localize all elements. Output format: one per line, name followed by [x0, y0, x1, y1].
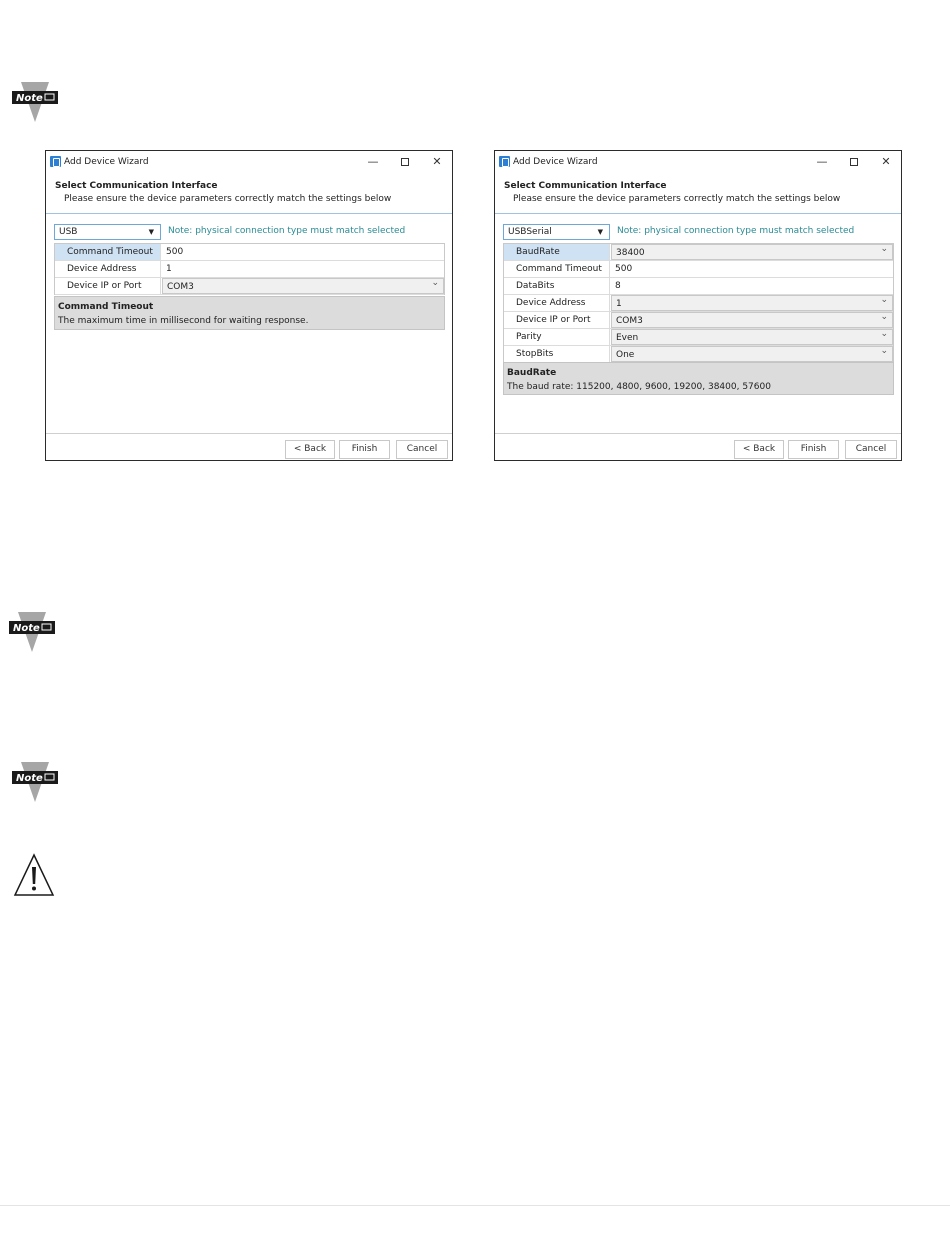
interface-select-value: USBSerial	[508, 227, 552, 237]
maximize-icon	[401, 158, 409, 166]
interface-select[interactable]	[54, 224, 161, 240]
property-grid	[54, 243, 445, 295]
interface-select[interactable]	[503, 224, 610, 240]
app-icon	[50, 156, 61, 167]
close-button[interactable]: ✕	[432, 155, 442, 168]
note-icon	[9, 610, 55, 654]
maximize-button[interactable]	[847, 155, 861, 169]
property-name: Device IP or Port	[55, 278, 161, 294]
property-row-stopbits[interactable]	[504, 346, 893, 363]
property-value[interactable]: 1	[166, 264, 172, 274]
dropdown-caret-icon: ▼	[597, 228, 603, 236]
back-button[interactable]: < Back	[285, 440, 335, 459]
property-name: Device Address	[55, 261, 161, 277]
property-name: Device Address	[504, 295, 610, 311]
note-icon-label: Note	[16, 93, 43, 104]
property-value[interactable]: 500	[615, 264, 633, 274]
description-title: BaudRate	[507, 368, 557, 378]
property-row-device-address[interactable]	[504, 295, 893, 312]
window-title: Add Device Wizard	[513, 157, 598, 167]
add-device-wizard-usbserial	[494, 150, 902, 461]
warning-icon	[13, 853, 55, 897]
header-title: Select Communication Interface	[504, 181, 667, 191]
property-dropdown[interactable]: Even ⌄	[611, 329, 893, 345]
interface-note: Note: physical connection type must match selected	[617, 226, 855, 236]
dropdown-caret-icon: ▼	[148, 228, 154, 236]
description-panel	[503, 362, 894, 395]
property-name: Parity	[504, 329, 610, 345]
note-icon	[12, 80, 58, 124]
page-bottom-divider	[0, 1205, 950, 1206]
property-dropdown[interactable]: 1 ⌄	[611, 295, 893, 311]
header-subtitle: Please ensure the device parameters correctly match the settings below	[64, 194, 392, 204]
property-row-command-timeout[interactable]	[55, 244, 444, 261]
header-subtitle: Please ensure the device parameters correctly match the settings below	[513, 194, 841, 204]
maximize-icon	[850, 158, 858, 166]
description-panel	[54, 296, 445, 330]
property-row-databits[interactable]	[504, 278, 893, 295]
minimize-button[interactable]: —	[367, 155, 379, 168]
property-name: DataBits	[504, 278, 610, 294]
finish-button[interactable]: Finish	[788, 440, 839, 459]
property-name: StopBits	[504, 346, 610, 362]
note-icon	[12, 760, 58, 804]
cancel-button[interactable]: Cancel	[396, 440, 448, 459]
property-dropdown[interactable]: One ⌄	[611, 346, 893, 362]
property-name: Device IP or Port	[504, 312, 610, 328]
window-title: Add Device Wizard	[64, 157, 149, 167]
property-row-command-timeout[interactable]	[504, 261, 893, 278]
title-bar	[46, 151, 452, 173]
property-dropdown[interactable]: 38400 ⌄	[611, 244, 893, 260]
description-text: The baud rate: 115200, 4800, 9600, 19200, 38400, 57600	[507, 382, 771, 392]
title-bar	[495, 151, 901, 173]
property-dropdown[interactable]: COM3 ⌄	[611, 312, 893, 328]
property-row-device-ip-or-port[interactable]	[504, 312, 893, 329]
minimize-button[interactable]: —	[816, 155, 828, 168]
wizard-header	[495, 173, 901, 214]
back-button[interactable]: < Back	[734, 440, 784, 459]
note-icon-label: Note	[16, 773, 43, 784]
property-value[interactable]: 500	[166, 247, 184, 257]
header-title: Select Communication Interface	[55, 181, 218, 191]
property-row-baudrate[interactable]	[504, 244, 893, 261]
maximize-button[interactable]	[398, 155, 412, 169]
wizard-footer	[46, 433, 452, 461]
note-icon-label: Note	[13, 623, 40, 634]
app-icon	[499, 156, 510, 167]
finish-button[interactable]: Finish	[339, 440, 390, 459]
property-name: BaudRate	[504, 244, 610, 260]
property-row-device-address[interactable]	[55, 261, 444, 278]
description-title: Command Timeout	[58, 302, 154, 312]
property-row-device-ip-or-port[interactable]	[55, 278, 444, 295]
wizard-footer	[495, 433, 901, 461]
property-name: Command Timeout	[504, 261, 610, 277]
description-text: The maximum time in millisecond for waiting response.	[58, 316, 309, 326]
property-name: Command Timeout	[55, 244, 161, 260]
property-row-parity[interactable]	[504, 329, 893, 346]
interface-select-value: USB	[59, 227, 78, 237]
add-device-wizard-usb	[45, 150, 453, 461]
property-dropdown[interactable]: COM3 ⌄	[162, 278, 444, 294]
interface-note: Note: physical connection type must match selected	[168, 226, 406, 236]
close-button[interactable]: ✕	[881, 155, 891, 168]
cancel-button[interactable]: Cancel	[845, 440, 897, 459]
property-grid	[503, 243, 894, 363]
property-value[interactable]: 8	[615, 281, 621, 291]
wizard-header	[46, 173, 452, 214]
